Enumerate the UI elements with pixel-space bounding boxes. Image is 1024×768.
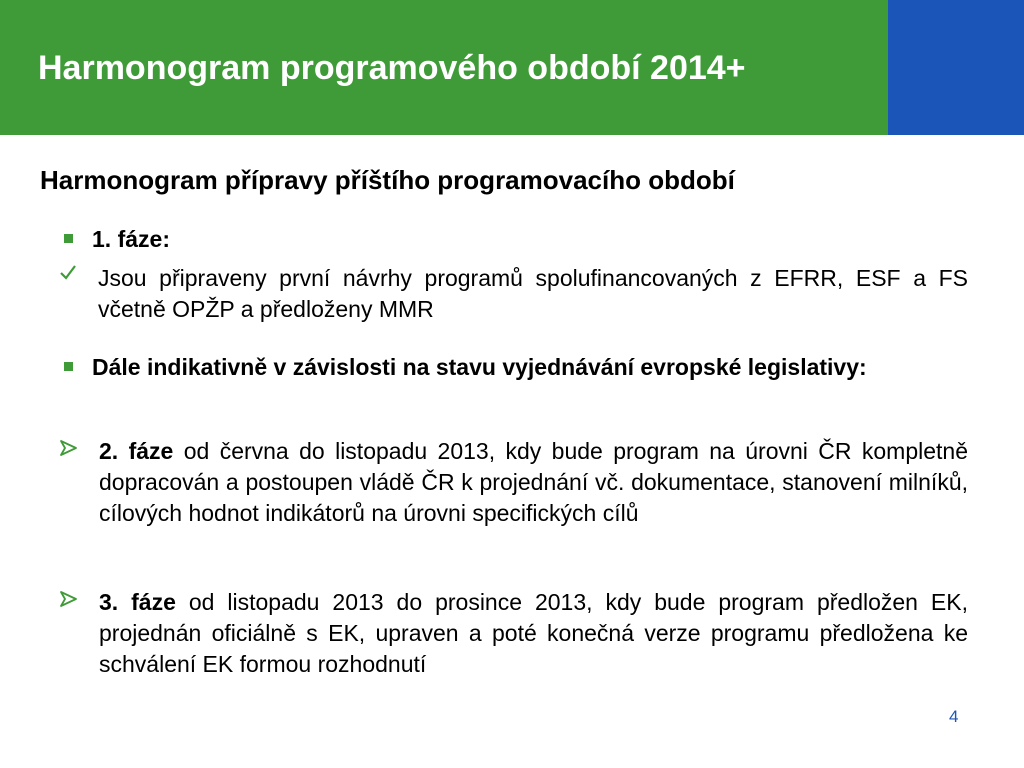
section-subtitle: Harmonogram přípravy příštího programovacího období [40,165,735,195]
list-item-text [99,587,968,680]
list-item-text [99,436,968,529]
page-number: 4 [949,707,959,726]
checkmark-icon [58,263,78,283]
arrow-bullet-icon [58,587,80,611]
page-title: Harmonogram programového období 2014+ [38,49,746,87]
list-item-indicative [58,352,968,383]
list-item-text: Dále indikativně v závislosti na stavu vyjednávání evropské legislativy: [92,354,867,380]
list-item-phase-1-detail [58,263,968,325]
phase-label: 3. fáze [99,589,176,615]
header-accent-block [888,0,1024,135]
list-item-text: 1. fáze: [92,226,170,252]
phase-label: 2. fáze [99,438,174,464]
list-item-phase-1 [58,224,968,255]
phase-description: od listopadu 2013 do prosince 2013, kdy bude program předložen EK, projednán oficiálně s EK, upraven a poté konečná verze programu předložena ke schválení EK formou rozhodnutí [99,589,968,677]
list-item-phase-3 [58,587,968,680]
phase-description: od června do listopadu 2013, kdy bude program na úrovni ČR kompletně dopracován a postoupen vládě ČR k projednání vč. dokumentace, stanovení milníků, cílových hodnot indikátorů na úrovni specifických cílů [99,438,968,526]
list-item-text: Jsou připraveny první návrhy programů spolufinancovaných z EFRR, ESF a FS včetně OPŽP a předloženy MMR [98,265,968,322]
arrow-bullet-icon [58,436,80,460]
list-item-phase-2 [58,436,968,529]
